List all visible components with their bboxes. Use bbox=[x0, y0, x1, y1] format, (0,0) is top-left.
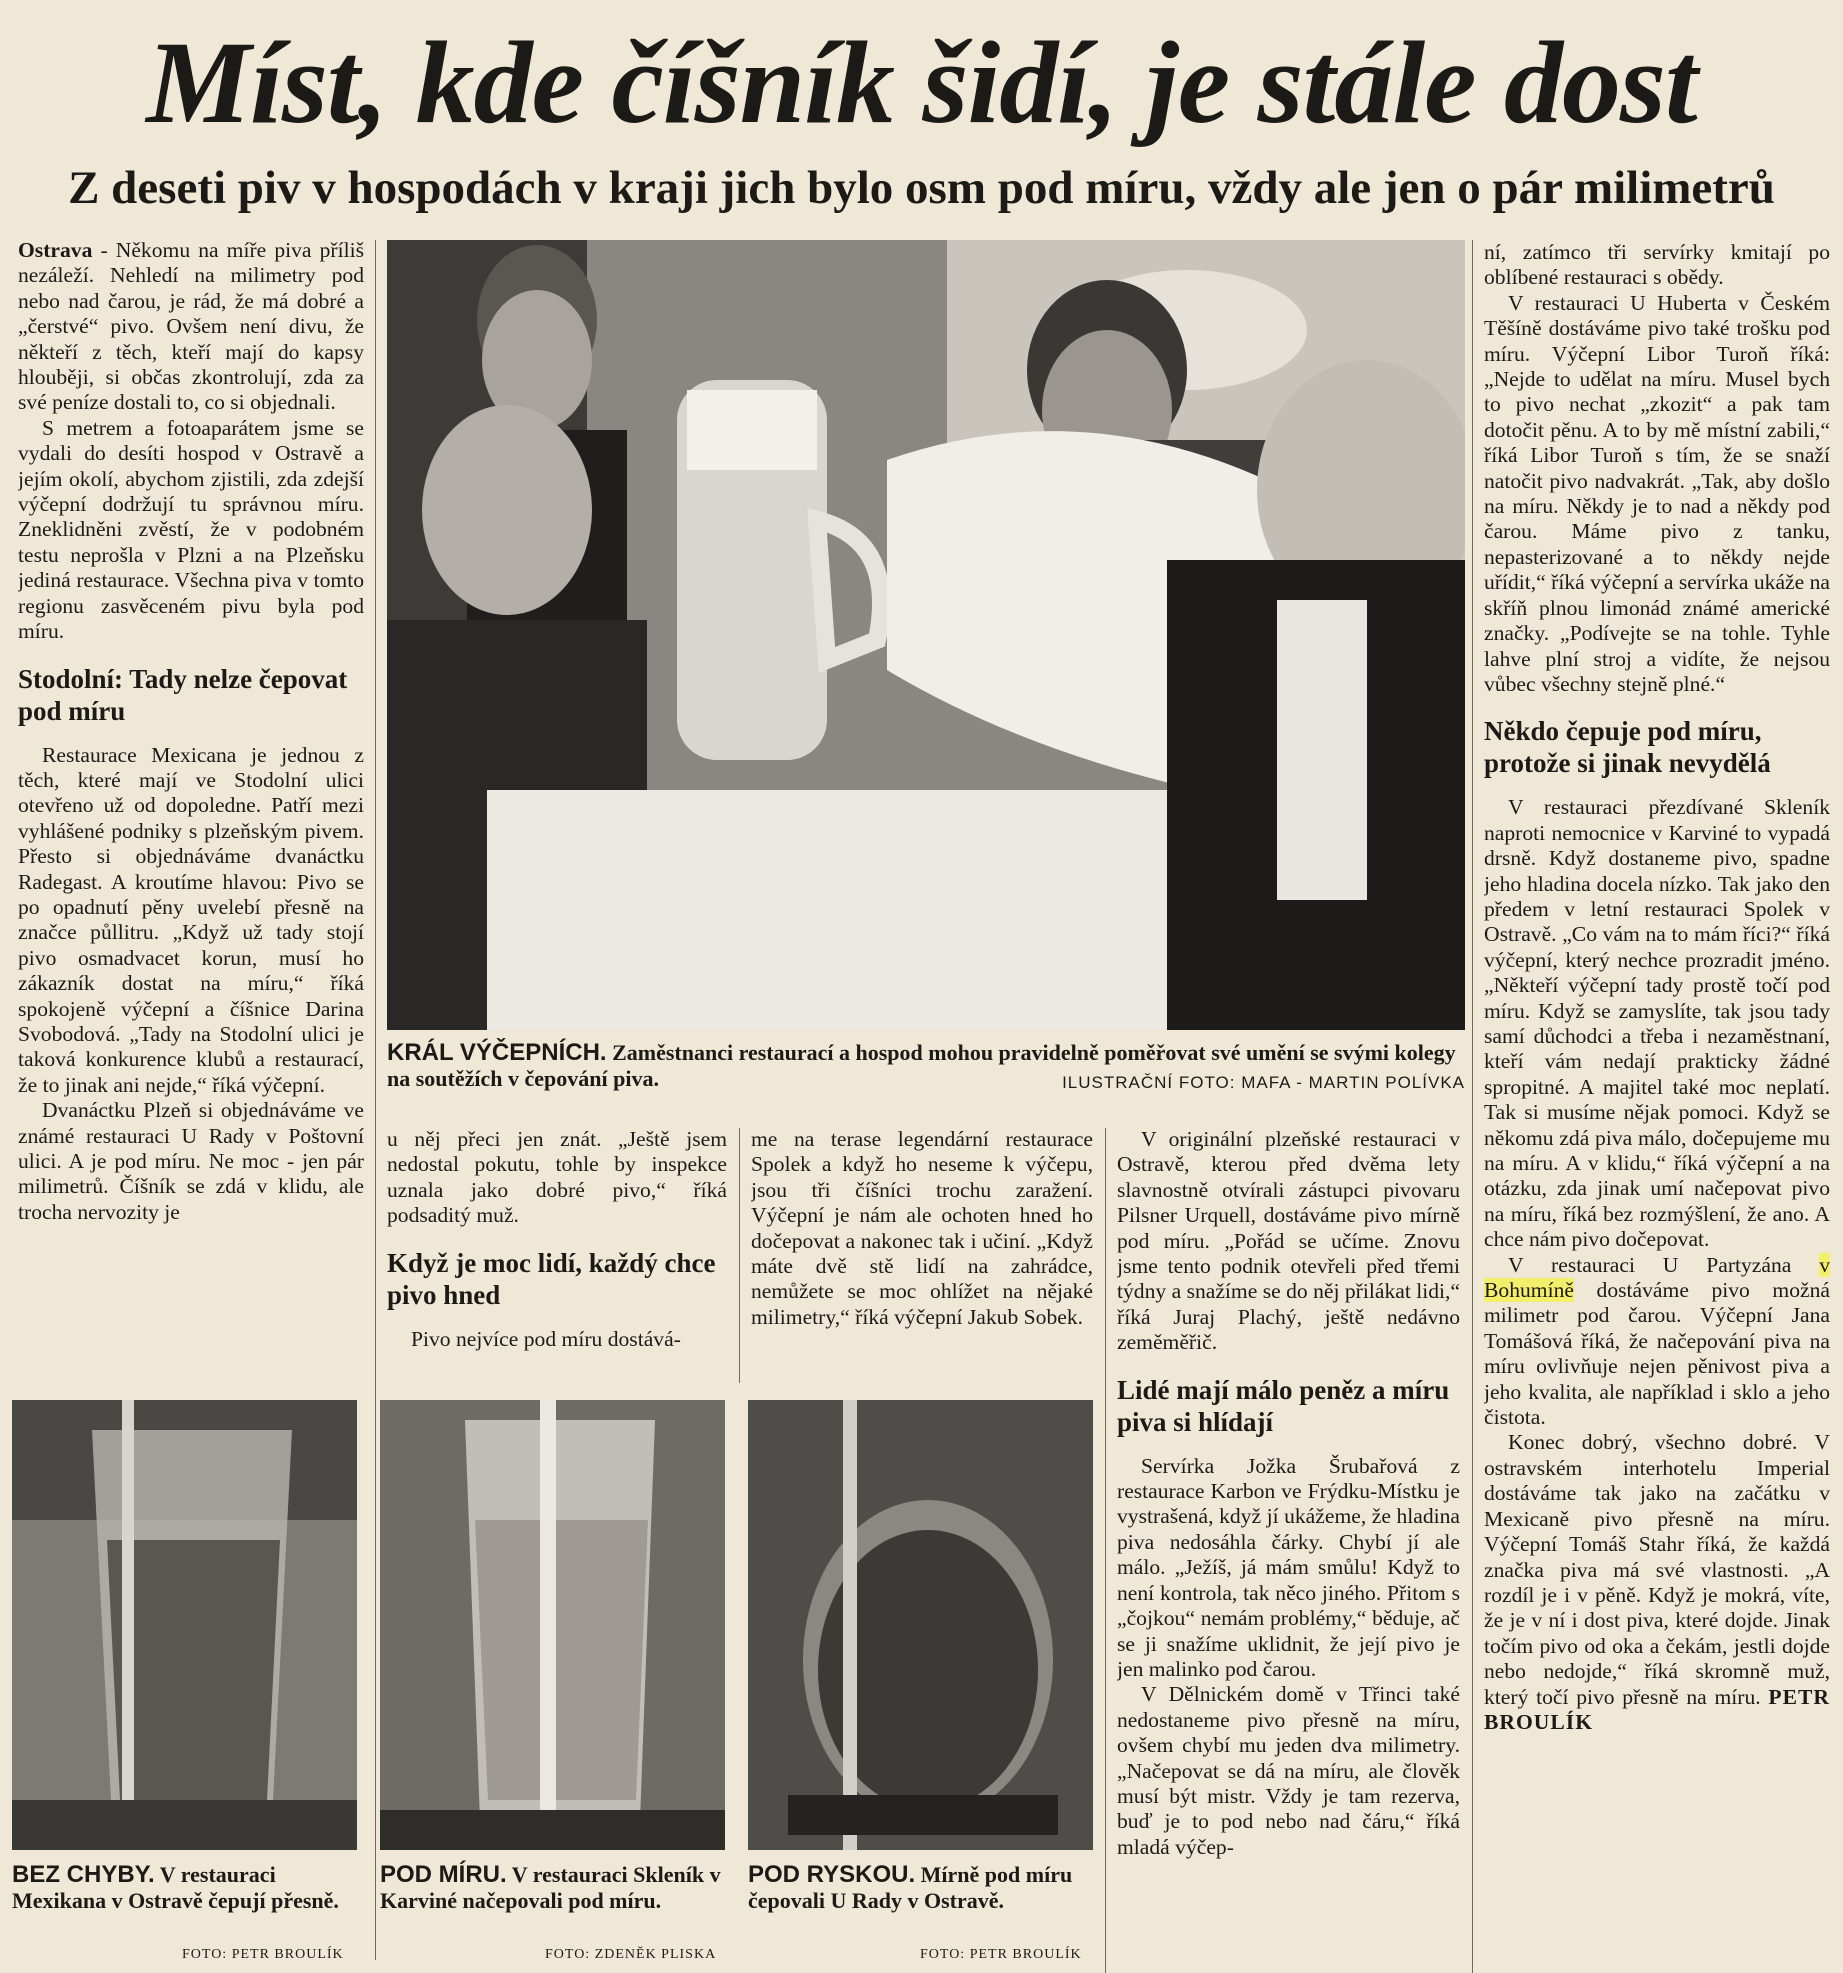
main-photo bbox=[387, 240, 1465, 1030]
photo-glass-2-image bbox=[380, 1400, 725, 1850]
section-heading: Někdo čepuje pod míru, protože si jinak nevydělá bbox=[1484, 716, 1771, 779]
paragraph: me na terase legendární restaurace Spolek a když ho neseme k výčepu, jsou tři číšníci trochu zaražení. Výčepní je nám ale ochoten hned ho dočepovat a nakonec tak i učiní. „Když máte dvě stě lidí na zahrádce, nemůžete se moc ohlížet na nějaké milimetry,“ říká výčepní Jakub Sobek. bbox=[751, 1127, 1093, 1329]
caption-lead: POD MÍRU. bbox=[380, 1861, 507, 1888]
paragraph: V restauraci U Huberta v Českém Těšíně dostáváme pivo také trošku pod míru. Výčepní Libor Turoň říká: „Nejde to udělat na míru. Musel bych to pivo nechat „zkozit“ a pak tam dotočit pěnu. A to by mě místní zabili,“ říká Libor Turoň s tím, že se snaží natočit pivo nadvakrát. „Tak, aby došlo na míru. Někdy je to nad a někdy pod čarou. Máme pivo z tanku, nepasterizované a to někdy nejde uřídit,“ říká výčepní a servírka ukáže na skříň plnou limonád známé americké značky. „Podívejte se na tohle. Tyhle lahve plní stroj a vidíte, že nejsou vůbec všechny stejně plné.“ bbox=[1484, 290, 1830, 696]
paragraph: V restauraci U Partyzána v Bohumíně dostáváme pivo možná milimetr pod čarou. Výčepní Jana Tomášová říká, že načepování piva na míru ovlivňuje nejen pěnivost piva a jeho kvalita, ale například i sklo a jeho čistota. bbox=[1484, 1252, 1830, 1430]
paragraph: Servírka Jožka Šrubařová z restaurace Karbon ve Frýdku-Místku je vystrašená, když jí ukážeme, že hladina piva nedosáhla čárky. Chybí jí ale málo. „Ježíš, já mám smůlu! Když to není kontrola, tak něco jiného. Přitom s „čojkou“ nemám problémy,“ běduje, ač se ji snažíme uklidnit, že její pivo je jen malinko pod čarou. bbox=[1117, 1453, 1460, 1681]
photo-glass-1-caption: BEZ CHYBY. V restauraci Mexikana v Ostravě čepují přesně. bbox=[12, 1861, 339, 1913]
paragraph: Dvanáctku Plzeň si objednáváme ve známé restauraci U Rady v Poštovní ulici. A je pod míru. Ne moc - jen pár milimetrů. Číšník se zdá v klidu, ale trocha nervozity je bbox=[18, 1098, 364, 1224]
main-photo-caption: KRÁL VÝČEPNÍCH. Zaměstnanci restaurací a hospod mohou pravidelně poměřovat své umění se svými kolegy na soutěžích v čepování piva. bbox=[387, 1039, 1456, 1091]
paragraph: Restaurace Mexicana je jednou z těch, které mají ve Stodolní ulici otevřeno už od dopoledne. Patří mezi vyhlášené podniky s plzeňským pivem. Přesto si objednáváme dvanáctku Radegast. A kroutíme hlavou: Pivo se po opadnutí pěny uvelebí přesně na značce půllitru. „Když už tady stojí pivo osmadvacet korun, musí ho zákazník dostat na míru,“ říká spokojeně výčepní a číšnice Darina Svobodová. „Tady na Stodolní ulici je taková konkurence klubů a restaurací, že to jinak ani nejde,“ říká výčepní. bbox=[18, 742, 364, 1097]
section-heading: Stodolní: Tady nelze čepovat pod míru bbox=[18, 663, 348, 726]
caption-lead: POD RYSKOU. bbox=[748, 1861, 916, 1888]
column-4 bbox=[1117, 1127, 1460, 1973]
highlighted-text: v Bohumíně bbox=[1484, 1252, 1830, 1303]
column-5 bbox=[1484, 240, 1830, 1973]
paragraph: V originální plzeňské restauraci v Ostravě, kterou před dvěma lety slavnostně otvírali zástupci pivovaru Pilsner Urquell, dostáváme pivo mírně pod míru. „Pořád se učíme. Znovu jsme tento podnik otevřeli před třemi týdny a snažíme se do něj přilákat lidi,“ říká Juraj Plachý, ještě nedávno zeměměřič. bbox=[1117, 1127, 1460, 1355]
main-photo-credit: ILUSTRAČNÍ FOTO: MAFA - MARTIN POLÍVKA bbox=[1062, 1073, 1465, 1092]
byline: PETR BROULÍK bbox=[1484, 1684, 1830, 1734]
column-rule bbox=[739, 1128, 740, 1383]
headline: Míst, kde číšník šidí, je stále dost bbox=[146, 17, 1697, 148]
caption-lead: KRÁL VÝČEPNÍCH. bbox=[387, 1039, 607, 1066]
photo-glass-2-credit: FOTO: ZDENĚK PLISKA bbox=[545, 1947, 717, 1962]
paragraph: u něj přeci jen znát. „Ještě jsem nedostal pokutu, tohle by inspekce uznala jako dobré pivo,“ říká podsaditý muž. bbox=[387, 1127, 727, 1228]
column-1 bbox=[18, 238, 364, 1476]
intro-paragraph: Ostrava - Někomu na míře piva příliš nezáleží. Nehledí na milimetry pod nebo nad čarou, je rád, že má dobré a „čerstvé“ pivo. Ovšem není divu, že někteří z těch, kteří mají do kapsy hlouběji, si občas zkontrolují, zda za své peníze dostali to, co si objednali. bbox=[18, 238, 364, 415]
column-3 bbox=[751, 1127, 1093, 1382]
photo-glass-1-image bbox=[12, 1400, 357, 1850]
column-rule bbox=[1105, 1128, 1106, 1973]
paragraph: S metrem a fotoaparátem jsme se vydali do desíti hospod v Ostravě a jejím okolí, abychom zjistili, zda zdejší výčepní dodržují tu správnou míru. Zneklidněni zvěstí, že v podobném testu neprošla v Plzni a na Plzeňsku jediná restaurace. Všechna piva v tomto regionu zasvěceném pivu byla pod míru. bbox=[18, 415, 364, 644]
subheadline: Z deseti piv v hospodách v kraji jich bylo osm pod míru, vždy ale jen o pár milimetrů bbox=[68, 162, 1775, 214]
photo-glass-3-caption: POD RYSKOU. Mírně pod míru čepovali U Rady v Ostravě. bbox=[748, 1861, 1073, 1913]
photo-glass-1-credit: FOTO: PETR BROULÍK bbox=[182, 1947, 344, 1962]
caption-lead: BEZ CHYBY. bbox=[12, 1861, 155, 1888]
column-rule bbox=[1472, 240, 1473, 1973]
photo-glass-3-credit: FOTO: PETR BROULÍK bbox=[920, 1947, 1082, 1962]
photo-glass-3-image bbox=[748, 1400, 1093, 1850]
photo-glass-2-caption: POD MÍRU. V restauraci Skleník v Karviné načepovali pod míru. bbox=[380, 1861, 721, 1913]
paragraph: Pivo nejvíce pod míru dostává- bbox=[411, 1326, 681, 1351]
column-rule bbox=[375, 240, 376, 1960]
paragraph: Konec dobrý, všechno dobré. V ostravském interhotelu Imperial dostáváme tak jako na začátku v Mexicaně pivo přesně na míru. Výčepní Tomáš Stahr říká, že každá značka piva má své vlastnosti. „A rozdíl je i v pěně. Když je mokrá, víte, že je v ní i dost piva, které dojde. Jinak točím pivo od oka a čekám, jestli dojde nebo nedojde,“ říká skromně muž, který točí pivo přesně na míru. PETR BROULÍK bbox=[1484, 1430, 1830, 1734]
section-heading: Lidé mají málo peněz a míru piva si hlídají bbox=[1117, 1374, 1450, 1437]
main-photo-image bbox=[387, 240, 1465, 1030]
dateline: Ostrava bbox=[18, 238, 93, 262]
column-2 bbox=[387, 1127, 727, 1382]
photo-glass-1 bbox=[12, 1400, 357, 1850]
paragraph: ní, zatímco tři servírky kmitají po oblíbené restauraci s obědy. bbox=[1484, 240, 1830, 290]
paragraph: V Dělnickém domě v Třinci také nedostaneme pivo přesně na míru, ovšem chybí mu jeden dva milimetry. „Načepovat se dá na míru, ale člověk musí být mistr. Vždy je tam rezerva, buď je to pod nebo nad čáru,“ říká mladá výčep- bbox=[1117, 1682, 1460, 1859]
section-heading: Když je moc lidí, každý chce pivo hned bbox=[387, 1247, 716, 1310]
photo-glass-3 bbox=[748, 1400, 1093, 1850]
paragraph: V restauraci přezdívané Skleník naproti nemocnice v Karviné to vypadá drsně. Když dostaneme pivo, spadne jeho hladina docela nízko. Tak jako den předem v letní restauraci Spolek v Ostravě. „Co vám na to mám říci?“ říká výčepní, který nechce prozradit jméno. „Někteří výčepní tady prostě točí pod míru. Když se zamyslíte, tak jsou tady samí důchodci a třeba i nezaměstnaní, kteří vám nedají prakticky žádné spropitné. A majitel také moc neplatí. Tak si musíme nějak pomoci. Když se někomu zdá piva málo, dočepujeme mu na míru. A v klidu,“ říká výčepní a na otázku, zda jinak umí načepovat pivo na míru, říká bez rozmýšlení, že ano. A chce nám pivo dočepovat. bbox=[1484, 795, 1830, 1252]
photo-glass-2 bbox=[380, 1400, 725, 1850]
